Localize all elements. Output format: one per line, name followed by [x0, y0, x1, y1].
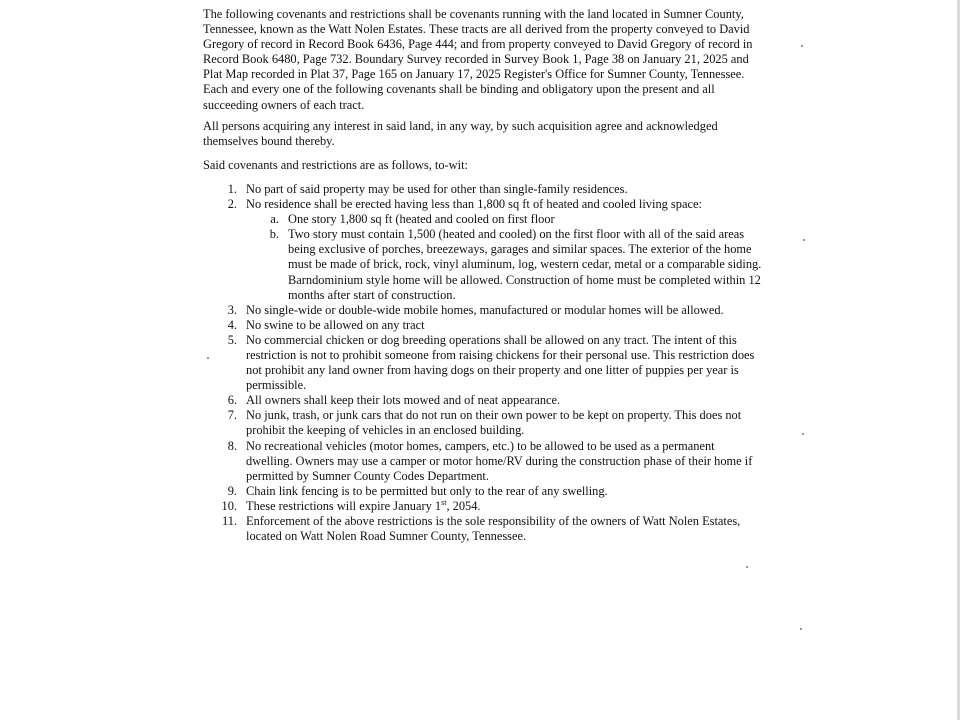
scan-speck: [801, 45, 803, 47]
item-text: Chain link fencing is to be permitted but only to the rear of any swelling.: [246, 483, 608, 498]
ordinal-suffix: st: [441, 497, 447, 507]
list-item: [203, 514, 763, 544]
item-number: 9.: [227, 483, 237, 498]
list-item: [203, 484, 763, 499]
scan-speck: [803, 239, 805, 241]
item-text: No junk, trash, or junk cars that do not run on their own power to be kept on property. This does not prohibit the keeping of vehicles in an enclosed building.: [246, 408, 742, 438]
item-text: No residence shall be erected having less than 1,800 sq ft of heated and cooled living space:: [246, 197, 702, 212]
list-item: [203, 303, 763, 318]
list-item: [203, 182, 763, 197]
item-text: No single-wide or double-wide mobile homes, manufactured or modular homes will be allowed.: [246, 302, 724, 317]
item-number: 2.: [227, 197, 237, 212]
sub-item-letter: b.: [269, 227, 279, 242]
item-text: No commercial chicken or dog breeding operations shall be allowed on any tract. The intent of this restriction is not to prohibit someone from raising chickens for their personal use. This restriction does not prohibit any land owner from having dogs on their property and one litter of puppies per year is permissible.: [246, 332, 755, 393]
list-item: [203, 408, 763, 438]
sub-list-item: [246, 212, 763, 227]
list-item: [203, 333, 763, 393]
item-text: No part of said property may be used for other than single-family residences.: [246, 181, 628, 196]
scan-speck: [800, 628, 802, 630]
scan-speck: [746, 566, 748, 568]
item-text: All owners shall keep their lots mowed and of neat appearance.: [246, 393, 561, 408]
item-text-end: , 2054.: [446, 498, 481, 513]
scan-speck: [802, 433, 804, 435]
item-text: No swine to be allowed on any tract: [246, 317, 425, 332]
item-number: 6.: [227, 393, 237, 408]
item-text: Enforcement of the above restrictions is the sole responsibility of the owners of Watt Nolen Estates, located on Watt Nolen Road Sumner County, Tennessee.: [246, 514, 741, 544]
item-text: No recreational vehicles (motor homes, campers, etc.) to be allowed to be used as a permanent dwelling. Owners may use a camper or motor home/RV during the construction phase of their home if permitted by Sumner County Codes Department.: [246, 438, 753, 483]
list-item: [203, 197, 763, 303]
list-item: [203, 318, 763, 333]
item-number: 5.: [227, 332, 237, 347]
restrictions-list: [203, 182, 763, 544]
item-number: 3.: [227, 302, 237, 317]
item-text-start: These restrictions will expire January 1: [246, 498, 442, 513]
item-number: 7.: [227, 408, 237, 423]
sub-item-text: One story 1,800 sq ft (heated and cooled on first floor: [288, 212, 555, 227]
sub-list: [246, 212, 763, 303]
covenants-document: [203, 7, 763, 544]
item-number: 8.: [227, 438, 237, 453]
intro-paragraph: The following covenants and restrictions shall be covenants running with the land located in Sumner County, Tennessee, known as the Watt Nolen Estates. These tracts are all derived from the property conveyed to David Gregory of record in Record Book 6436, Page 444; and from property conveyed to David Gregory of record in Record Book 6480, Page 732. Boundary Survey recorded in Survey Book 1, Page 38 on January 21, 2025 and Plat Map recorded in Plat 37, Page 165 on January 17, 2025 Register's Office for Sumner County, Tennessee. Each and every one of the following covenants shall be binding and obligatory upon the present and all succeeding owners of each tract.: [203, 7, 753, 112]
acquisition-paragraph: All persons acquiring any interest in said land, in any way, by such acquisition agree and acknowledged themselves bound thereby.: [203, 118, 718, 148]
sub-list-item: [246, 227, 763, 302]
sub-item-letter: a.: [270, 212, 279, 227]
list-item: [203, 499, 763, 514]
sub-item-text: Two story must contain 1,500 (heated and cooled) on the first floor with all of the said areas being exclusive of porches, breezeways, garages and similar spaces. The exterior of the home must be made of brick, rock, vinyl aluminum, log, western cedar, metal or a comparable siding. Barndominium style home will be allowed. Construction of home must be completed within 12 months after start of construction.: [288, 227, 762, 302]
item-number: 4.: [227, 317, 237, 332]
item-number: 1.: [227, 181, 237, 196]
item-number: 10.: [221, 498, 237, 513]
lead-in-paragraph: Said covenants and restrictions are as follows, to-wit:: [203, 157, 468, 172]
list-item: [203, 393, 763, 408]
item-number: 11.: [221, 514, 237, 528]
list-item: [203, 439, 763, 484]
